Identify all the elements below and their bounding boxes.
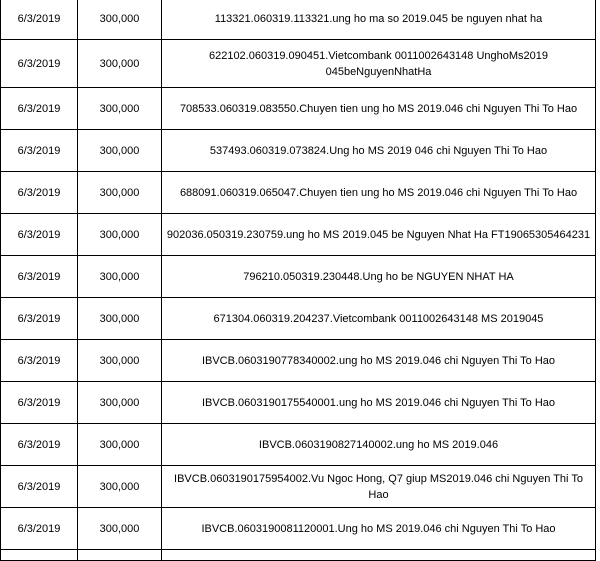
date-cell: 6/3/2019 <box>1 88 78 130</box>
date-cell: 6/3/2019 <box>1 40 78 88</box>
table-row <box>1 40 596 88</box>
date-cell: 6/3/2019 <box>1 172 78 214</box>
description-cell: IBVCB.0603190175954002.Vu Ngoc Hong, Q7 giup MS2019.046 chi Nguyen Thi To Hao <box>162 466 596 508</box>
table-row <box>1 0 596 40</box>
description-cell: 796210.050319.230448.Ung ho be NGUYEN NHAT HA <box>162 256 596 298</box>
description-cell: 902036.050319.230759.ung ho MS 2019.045 be Nguyen Nhat Ha FT19065305464231 <box>162 214 596 256</box>
amount-cell <box>78 550 162 561</box>
description-cell: 537493.060319.073824.Ung ho MS 2019 046 chi Nguyen Thi To Hao <box>162 130 596 172</box>
amount-cell: 300,000 <box>78 256 162 298</box>
table-row-partial <box>1 550 596 561</box>
description-cell: IBVCB.0603190778340002.ung ho MS 2019.046 chi Nguyen Thi To Hao <box>162 340 596 382</box>
date-cell: 6/3/2019 <box>1 382 78 424</box>
date-cell: 6/3/2019 <box>1 0 78 40</box>
amount-cell: 300,000 <box>78 130 162 172</box>
amount-cell: 300,000 <box>78 40 162 88</box>
description-cell: 688091.060319.065047.Chuyen tien ung ho MS 2019.046 chi Nguyen Thi To Hao <box>162 172 596 214</box>
description-cell: 671304.060319.204237.Vietcombank 0011002643148 MS 2019045 <box>162 298 596 340</box>
description-cell: IBVCB.0603190827140002.ung ho MS 2019.046 <box>162 424 596 466</box>
date-cell: 6/3/2019 <box>1 424 78 466</box>
amount-cell: 300,000 <box>78 0 162 40</box>
amount-cell: 300,000 <box>78 508 162 550</box>
amount-cell: 300,000 <box>78 298 162 340</box>
amount-cell: 300,000 <box>78 466 162 508</box>
table-row <box>1 214 596 256</box>
date-cell: 6/3/2019 <box>1 256 78 298</box>
table-row <box>1 424 596 466</box>
date-cell: 6/3/2019 <box>1 508 78 550</box>
table-row <box>1 340 596 382</box>
amount-cell: 300,000 <box>78 88 162 130</box>
table-row <box>1 466 596 508</box>
table-row <box>1 172 596 214</box>
amount-cell: 300,000 <box>78 172 162 214</box>
table-row <box>1 298 596 340</box>
date-cell: 6/3/2019 <box>1 466 78 508</box>
amount-cell: 300,000 <box>78 340 162 382</box>
description-cell: 708533.060319.083550.Chuyen tien ung ho MS 2019.046 chi Nguyen Thi To Hao <box>162 88 596 130</box>
description-cell <box>162 550 596 561</box>
table-row <box>1 88 596 130</box>
description-cell: IBVCB.0603190175540001.ung ho MS 2019.046 chi Nguyen Thi To Hao <box>162 382 596 424</box>
amount-cell: 300,000 <box>78 382 162 424</box>
amount-cell: 300,000 <box>78 214 162 256</box>
date-cell: 6/3/2019 <box>1 340 78 382</box>
description-cell: IBVCB.0603190081120001.Ung ho MS 2019.046 chi Nguyen Thi To Hao <box>162 508 596 550</box>
amount-cell: 300,000 <box>78 424 162 466</box>
table-row <box>1 130 596 172</box>
date-cell: 6/3/2019 <box>1 214 78 256</box>
description-cell: 113321.060319.113321.ung ho ma so 2019.045 be nguyen nhat ha <box>162 0 596 40</box>
table-row <box>1 382 596 424</box>
description-cell: 622102.060319.090451.Vietcombank 0011002643148 UnghoMs2019 045beNguyenNhatHa <box>162 40 596 88</box>
date-cell: 6/3/2019 <box>1 130 78 172</box>
date-cell: 6/3/2019 <box>1 298 78 340</box>
table-row <box>1 256 596 298</box>
table-row <box>1 508 596 550</box>
date-cell <box>1 550 78 561</box>
